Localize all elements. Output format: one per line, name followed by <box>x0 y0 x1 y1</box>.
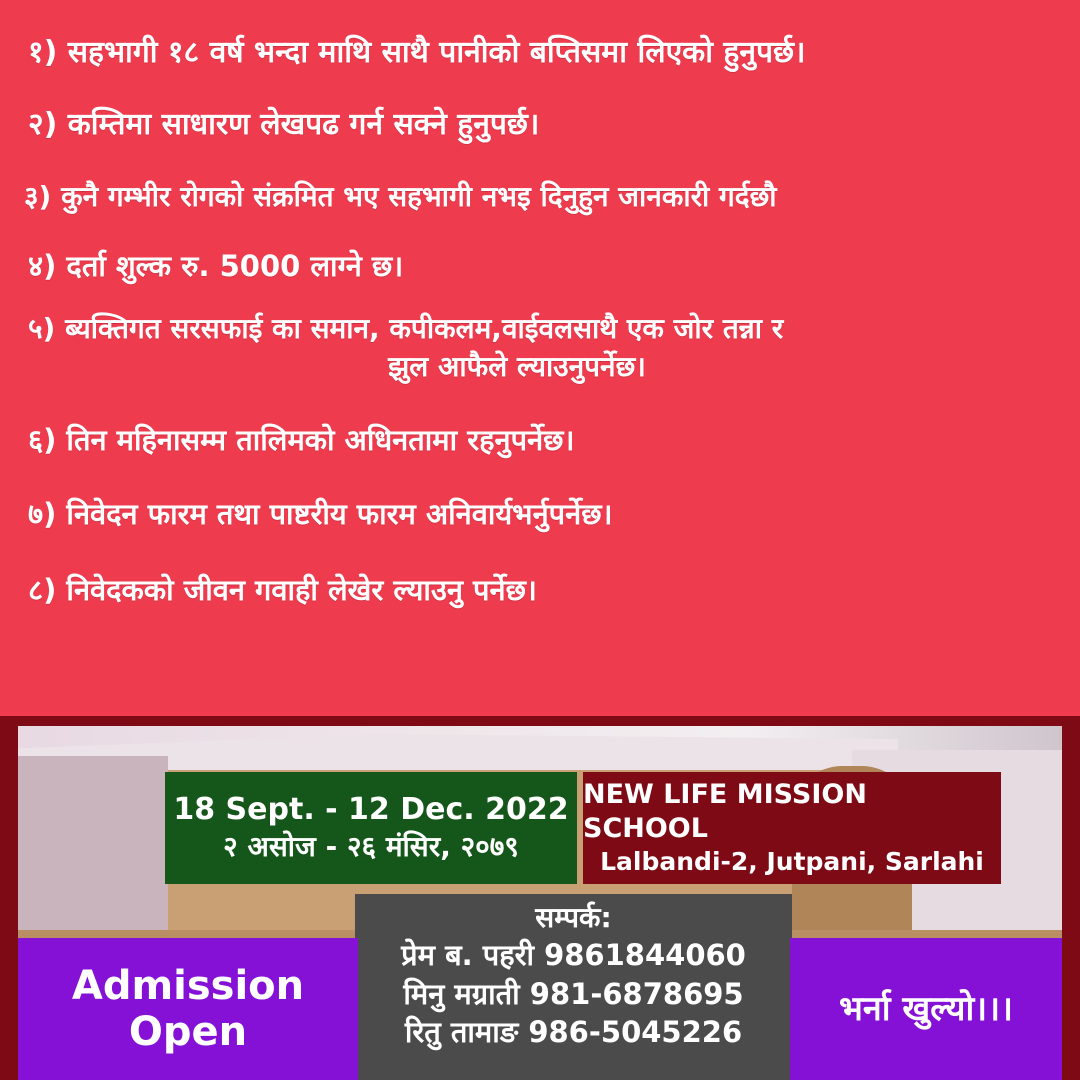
date-nepali: २ असोज - २६ मंसिर, २०७९ <box>223 829 519 863</box>
rule-item-5-line2: झुल आफैले ल्याउनुपर्नेछ। <box>388 350 646 384</box>
rule-item-2: २) कम्तिमा साधारण लेखपढ गर्न सक्ने हुनुपर्छ। <box>28 106 540 142</box>
rule-item-5 <box>28 310 1066 386</box>
contact-box <box>355 894 792 1080</box>
rule-item-5-line1: ५) ब्यक्तिगत सरसफाई का समान, कपीकलम,वाईवलसाथै एक जोर तन्ना र <box>28 312 784 346</box>
date-english: 18 Sept. - 12 Dec. 2022 <box>173 792 569 828</box>
school-box <box>583 772 1001 884</box>
admission-open-badge <box>18 938 358 1080</box>
contact-title: सम्पर्क: <box>535 901 612 934</box>
school-address: Lalbandi-2, Jutpani, Sarlahi <box>600 846 984 876</box>
photo-left-wall <box>18 756 168 956</box>
rule-item-1: १) सहभागी १८ वर्ष भन्दा माथि साथै पानीको बप्तिसमा लिएको हुनुपर्छ। <box>28 35 806 70</box>
school-name: NEW LIFE MISSION SCHOOL <box>583 779 867 844</box>
enrollment-open-badge <box>790 938 1062 1080</box>
rule-item-4: ४) दर्ता शुल्क रु. 5000 लाग्ने छ। <box>28 249 404 283</box>
banner-section <box>0 716 1080 1080</box>
admission-line-2: Open <box>128 1009 248 1055</box>
admission-line-1: Admission <box>71 963 305 1009</box>
date-box <box>165 772 577 884</box>
rule-item-8: ८) निवेदकको जीवन गवाही लेखेर ल्याउनु पर्नेछ। <box>28 573 537 608</box>
rule-item-7: ७) निवेदन फारम तथा पाष्टरीय फारम अनिवार्यभर्नुपर्नेछ। <box>28 497 613 532</box>
enrollment-text: भर्ना खुल्यो।।। <box>839 988 1013 1029</box>
contact-line-2: मिनु मग्राती 981-6878695 <box>403 976 744 1011</box>
rule-item-3: ३) कुनै गम्भीर रोगको संक्रमित भए सहभागी नभइ दिनुहुन जानकारी गर्दछौ <box>24 180 777 213</box>
contact-line-3: रितु तामाङ 986-5045226 <box>404 1014 743 1049</box>
contact-line-1: प्रेम ब. पहरी 9861844060 <box>401 938 746 973</box>
rule-item-6: ६) तिन महिनासम्म तालिमको अधिनतामा रहनुपर्नेछ। <box>28 422 575 457</box>
